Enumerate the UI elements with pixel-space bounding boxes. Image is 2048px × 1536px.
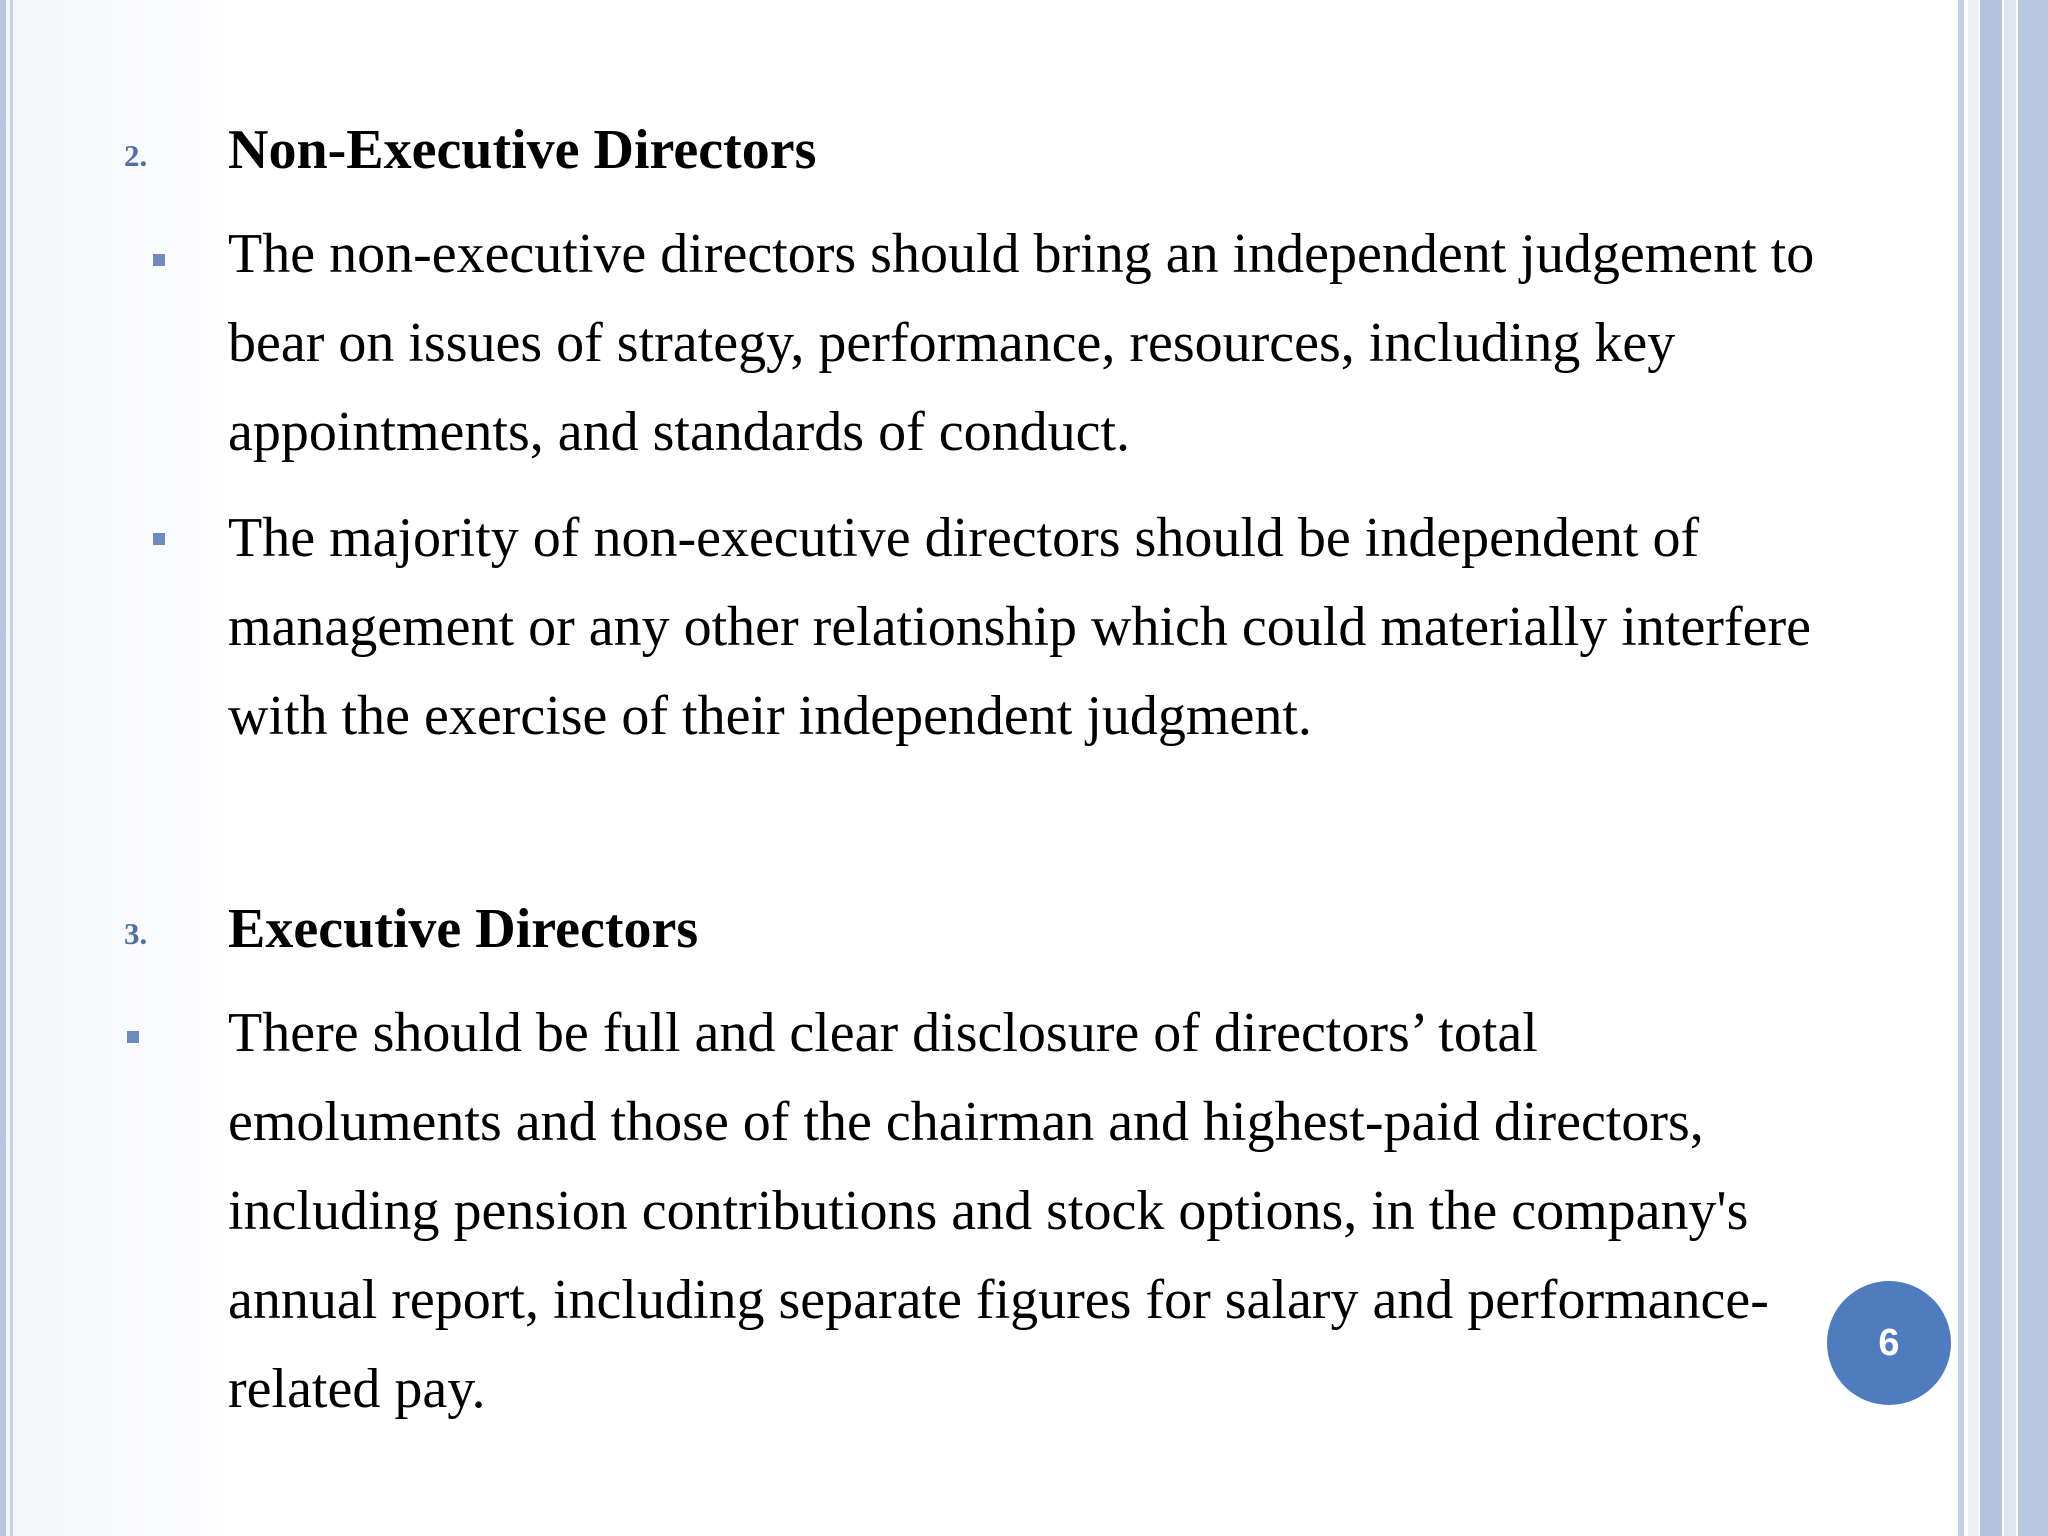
paragraph-line: emoluments and those of the chairman and highest-paid directors, bbox=[228, 1091, 1704, 1153]
bullet-paragraph bbox=[228, 989, 1868, 1434]
right-edge-band bbox=[1980, 0, 2002, 1536]
bullet-paragraph bbox=[228, 494, 1868, 761]
bullet-square-icon bbox=[153, 533, 165, 545]
paragraph-line: annual report, including separate figures for salary and performance- bbox=[228, 1269, 1769, 1331]
paragraph-line: There should be full and clear disclosure of directors’ total bbox=[228, 1002, 1538, 1064]
bullet-paragraph bbox=[228, 210, 1868, 477]
bullet-square-icon bbox=[127, 1031, 139, 1043]
paragraph-line: bear on issues of strategy, performance, resources, including key bbox=[228, 312, 1676, 374]
paragraph-line: including pension contributions and stock options, in the company's bbox=[228, 1180, 1749, 1242]
right-edge-band bbox=[2018, 0, 2048, 1536]
paragraph-line: management or any other relationship which could materially interfere bbox=[228, 596, 1811, 658]
bullet-square-icon bbox=[153, 254, 165, 266]
section-number: 3. bbox=[124, 916, 148, 951]
paragraph-line: with the exercise of their independent judgment. bbox=[228, 685, 1312, 747]
page-number: 6 bbox=[1878, 1321, 1900, 1364]
paragraph-line: The majority of non-executive directors should be independent of bbox=[228, 507, 1700, 569]
paragraph-line: The non-executive directors should bring an independent judgement to bbox=[228, 223, 1815, 285]
right-edge-line bbox=[1958, 0, 1964, 1536]
paragraph-line: related pay. bbox=[228, 1358, 486, 1420]
section-heading: Non-Executive Directors bbox=[228, 119, 817, 181]
page-number-badge bbox=[1827, 1281, 1951, 1405]
left-edge-line-thin bbox=[10, 0, 13, 1536]
right-edge-band bbox=[2004, 0, 2016, 1536]
section-heading: Executive Directors bbox=[228, 898, 699, 960]
right-edge-band bbox=[1968, 0, 1978, 1536]
section-number: 2. bbox=[124, 138, 148, 173]
left-edge-line bbox=[0, 0, 6, 1536]
paragraph-line: appointments, and standards of conduct. bbox=[228, 401, 1131, 463]
